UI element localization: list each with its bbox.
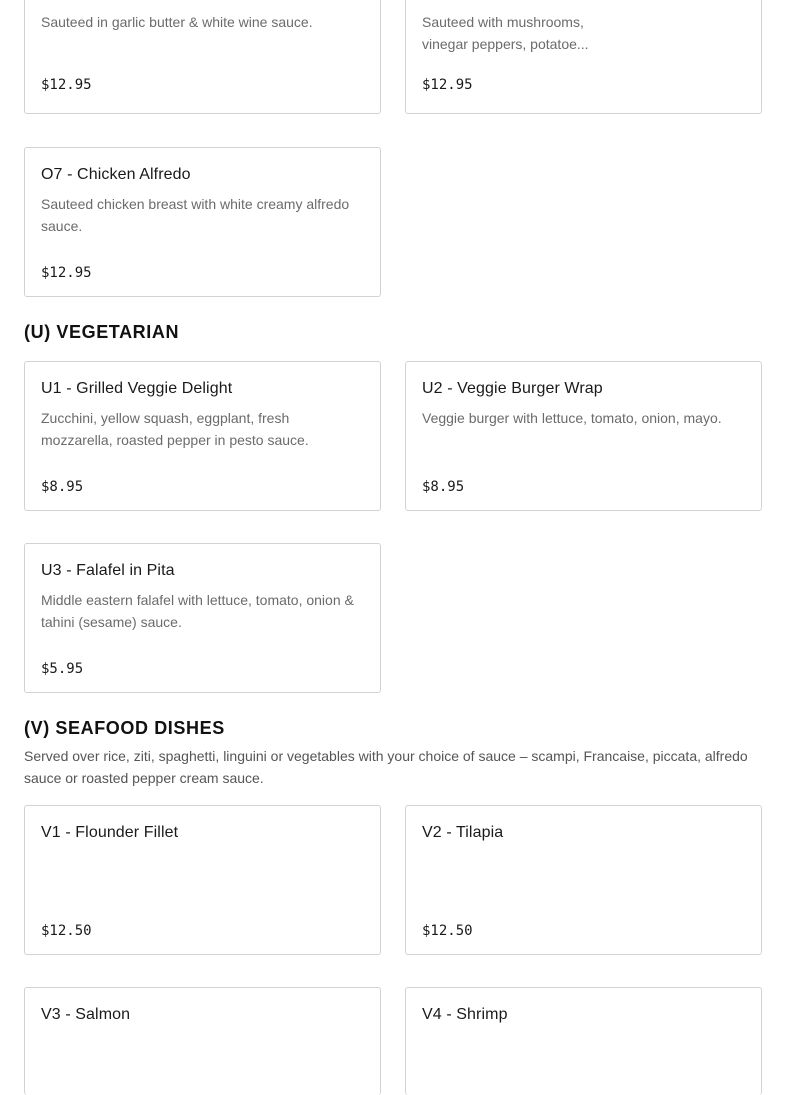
item-price: $12.95 bbox=[422, 77, 473, 93]
item-name: V1 - Flounder Fillet bbox=[41, 824, 179, 841]
menu-item-card[interactable] bbox=[24, 987, 381, 1095]
item-name: V3 - Salmon bbox=[41, 1006, 131, 1023]
item-description bbox=[422, 11, 747, 55]
item-description: Zucchini, yellow squash, eggplant, fresh mozzarella, roasted pepper in pesto sauce. bbox=[41, 410, 309, 448]
section-description: Served over rice, ziti, spaghetti, linguini or vegetables with your choice of sauce – scampi, Francaise, piccata, alfredo sauce or roasted pepper cream sauce. bbox=[24, 748, 748, 786]
menu-item-card[interactable] bbox=[24, 543, 381, 693]
item-name: U3 - Falafel in Pita bbox=[41, 562, 175, 579]
item-description: Veggie burger with lettuce, tomato, onion, mayo. bbox=[422, 410, 722, 426]
section-title-vegetarian: (U) VEGETARIAN bbox=[24, 322, 180, 342]
section-title-seafood: (V) SEAFOOD DISHES bbox=[24, 718, 225, 738]
item-name: U2 - Veggie Burger Wrap bbox=[422, 380, 603, 397]
item-price: $12.50 bbox=[41, 923, 92, 939]
item-price: $12.50 bbox=[422, 923, 473, 939]
menu-item-card[interactable] bbox=[24, 0, 381, 114]
item-description-line: vinegar peppers, potatoe... bbox=[422, 36, 589, 52]
item-description: Middle eastern falafel with lettuce, tomato, onion & tahini (sesame) sauce. bbox=[41, 592, 354, 630]
menu-item-card[interactable] bbox=[405, 805, 762, 955]
menu-item-card[interactable] bbox=[24, 147, 381, 297]
item-price: $12.95 bbox=[41, 265, 92, 281]
item-price: $12.95 bbox=[41, 77, 92, 93]
item-price: $8.95 bbox=[422, 479, 465, 495]
item-description-line: Sauteed with mushrooms, bbox=[422, 14, 584, 30]
item-description: Sauteed chicken breast with white creamy alfredo sauce. bbox=[41, 196, 350, 234]
menu-item-card[interactable] bbox=[405, 987, 762, 1095]
item-description: Sauteed in garlic butter & white wine sauce. bbox=[41, 14, 313, 30]
menu-item-card[interactable] bbox=[24, 361, 381, 511]
item-name: V2 - Tilapia bbox=[422, 824, 504, 841]
item-name: V4 - Shrimp bbox=[422, 1006, 508, 1023]
menu-item-card[interactable] bbox=[24, 805, 381, 955]
item-price: $8.95 bbox=[41, 479, 84, 495]
item-name: U1 - Grilled Veggie Delight bbox=[41, 380, 233, 397]
menu-item-card[interactable] bbox=[405, 0, 762, 114]
item-name: O7 - Chicken Alfredo bbox=[41, 166, 191, 183]
item-price: $5.95 bbox=[41, 661, 84, 677]
menu-item-card[interactable] bbox=[405, 361, 762, 511]
